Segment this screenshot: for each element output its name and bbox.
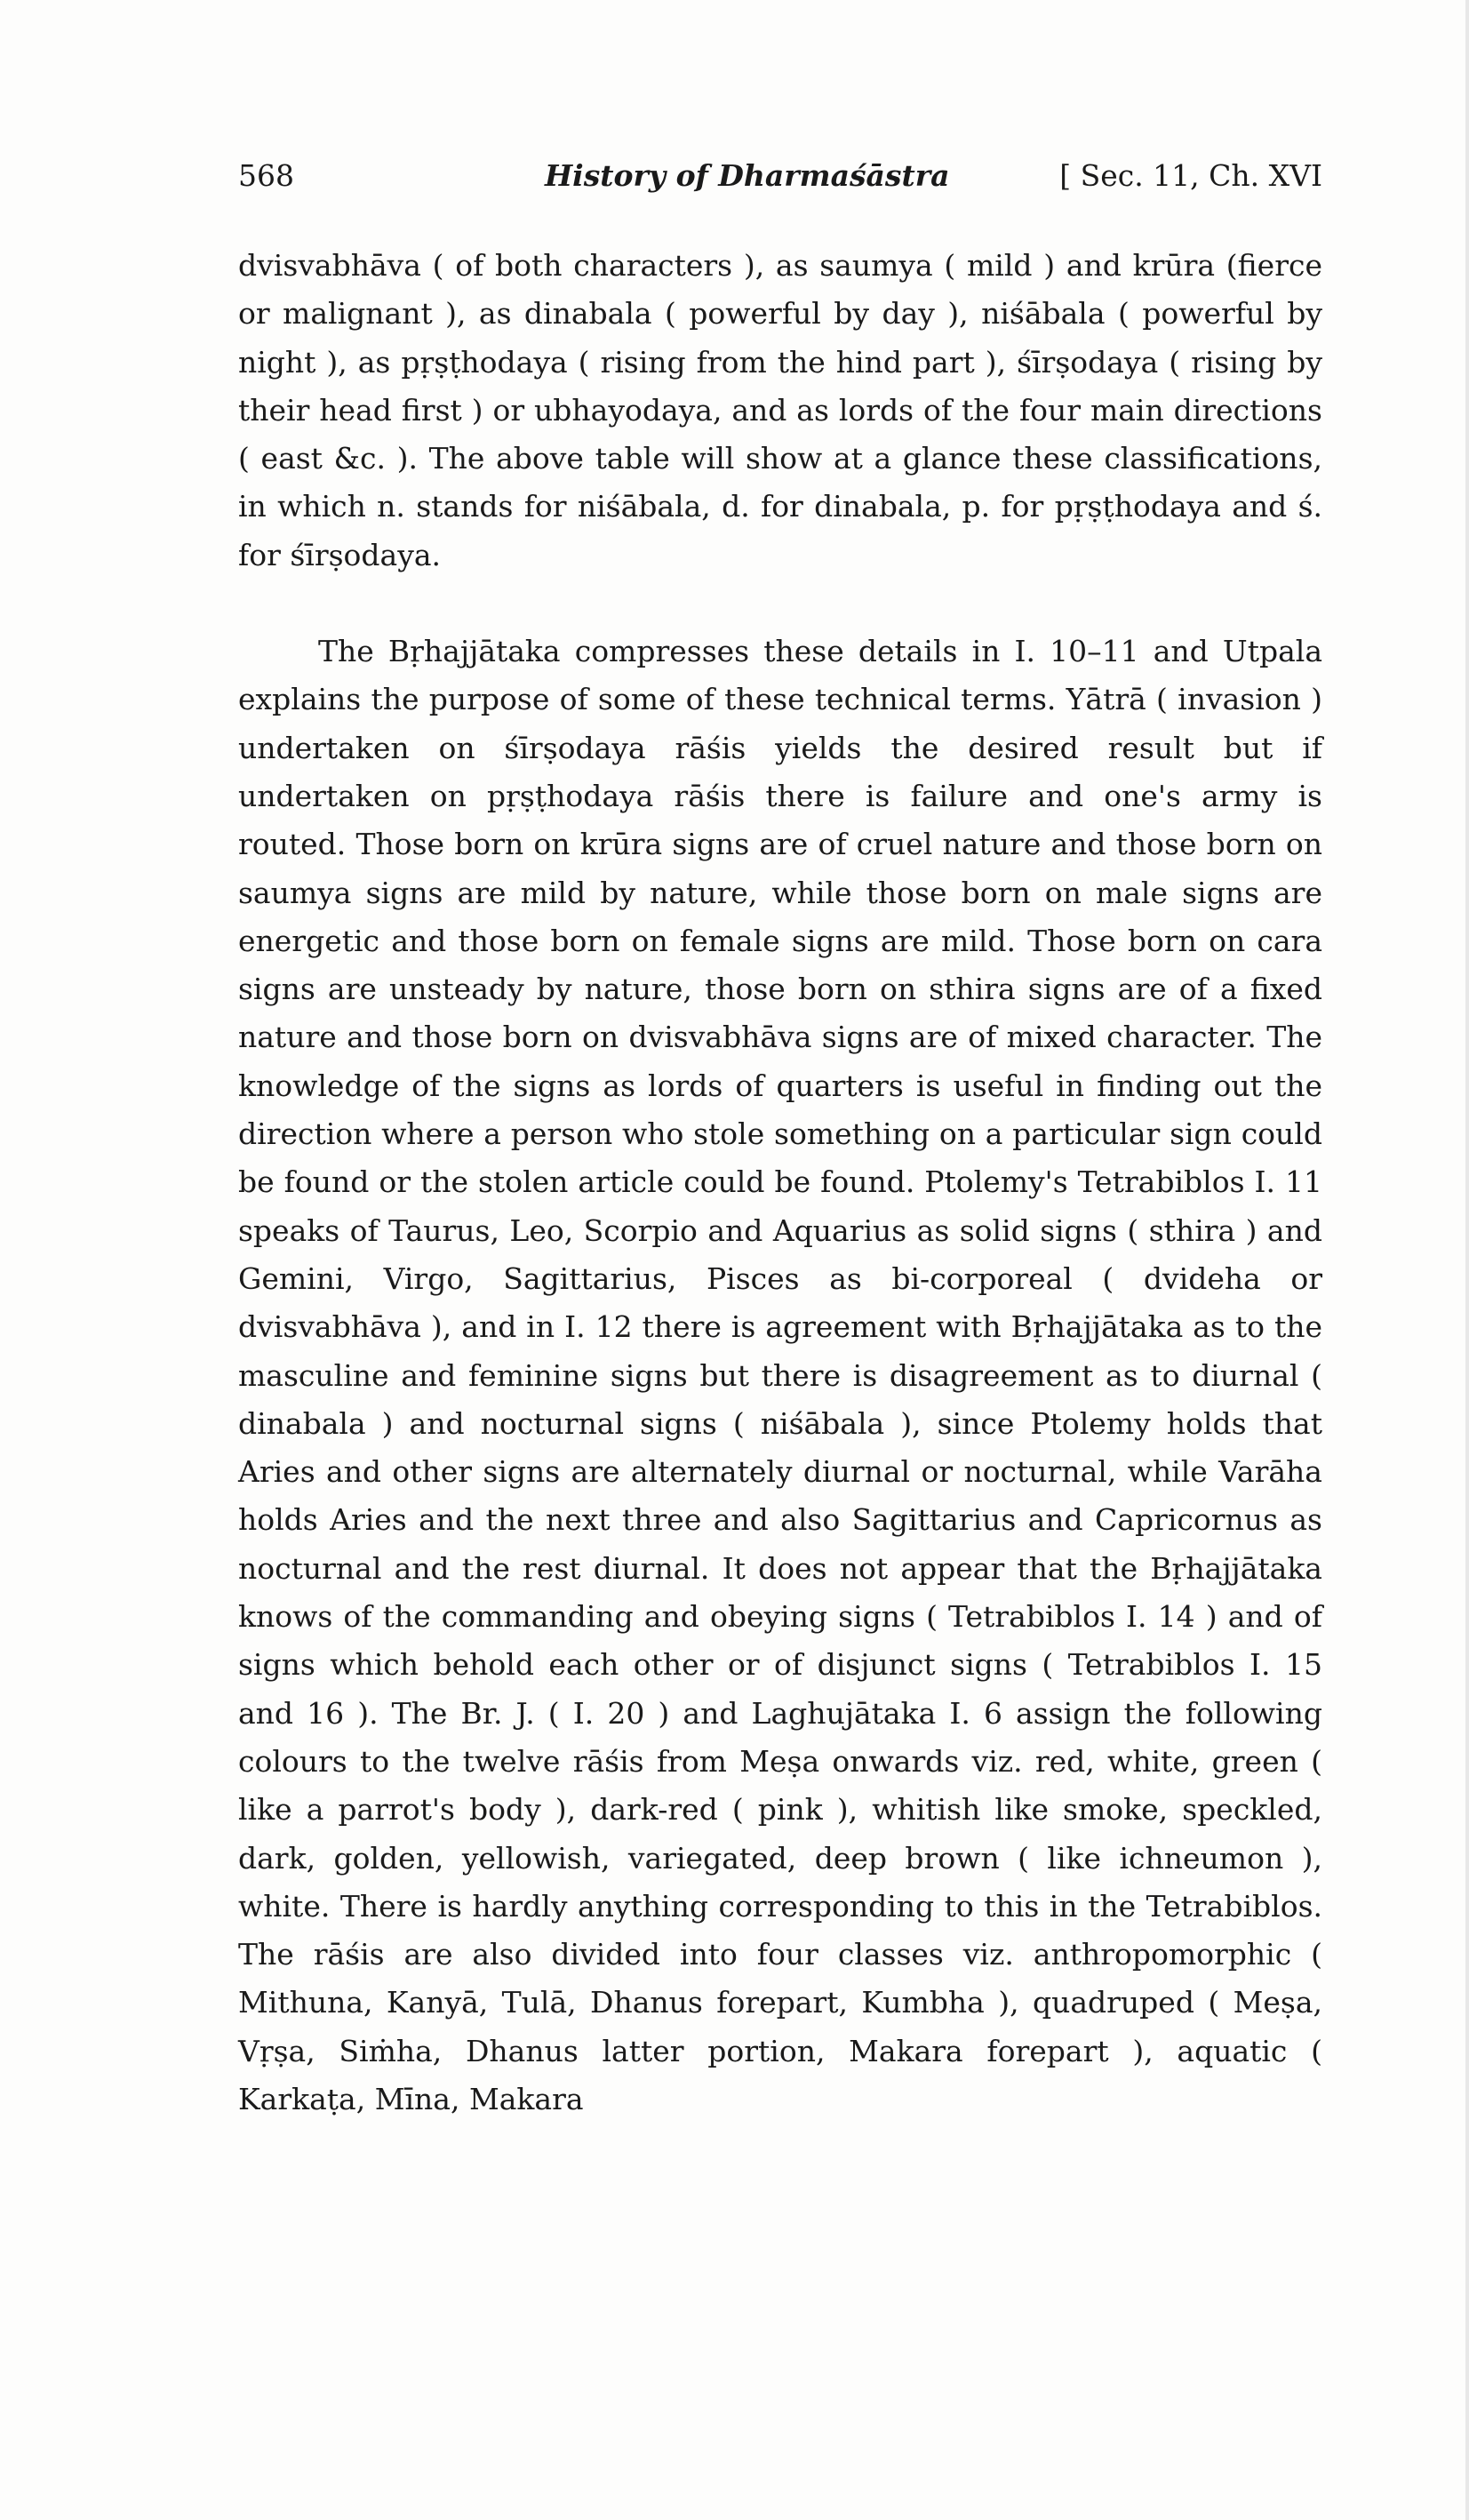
body-text [238,242,1322,2124]
page-edge [1465,0,1469,2520]
running-title: History of Dharmaśāstra [545,158,950,193]
paragraph: dvisvabhāva ( of both characters ), as saumya ( mild ) and krūra (fierce or malignant ), as dinabala ( powerful by day ), niśābala ( powerful by night ), as pṛṣṭhodaya ( rising from the hind part ), śīrṣodaya ( rising by their head first ) or ubhayodaya, and as lords of the four main directions ( east &c. ). The above table will show at a glance these classifications, in which n. stands for niśābala, d. for dinabala, p. for pṛṣṭhodaya and ś. for śīrṣodaya. [238,248,1322,572]
page-number: 568 [238,158,294,193]
page-header [238,158,1322,197]
section-reference: [ Sec. 11, Ch. XVI [1059,158,1322,193]
paragraph: The Bṛhajjātaka compresses these details in I. 10–11 and Utpala explains the purpose of some of these technical terms. Yātrā ( invasion ) undertaken on śīrṣodaya rāśis yields the desired result but if undertaken on pṛṣṭhodaya rāśis there is failure and one's army is routed. Those born on krūra signs are of cruel nature and those born on saumya signs are mild by nature, while those born on male signs are energetic and those born on female signs are mild. Those born on cara signs are unsteady by nature, those born on sthira signs are of a fixed nature and those born on dvisvabhāva signs are of mixed character. The knowledge of the signs as lords of quarters is useful in finding out the direction where a person who stole something on a particular sign could be found or the stolen article could be found. Ptolemy's Tetrabiblos I. 11 speaks of Taurus, Leo, Scorpio and Aquarius as solid signs ( sthira ) and Gemini, Virgo, Sagittarius, Pisces as bi-corporeal ( dvideha or dvisvabhāva ), and in I. 12 there is agreement with Bṛhajjātaka as to the masculine and feminine signs but there is disagreement as to diurnal ( dinabala ) and nocturnal signs ( niśābala ), since Ptolemy holds that Aries and other signs are alternately diurnal or nocturnal, while Varāha holds Aries and the next three and also Sagittarius and Capricornus as nocturnal and the rest diurnal. It does not appear that the Bṛhajjātaka knows of the commanding and obeying signs ( Tetrabiblos I. 14 ) and of signs which behold each other or of disjunct signs ( Tetrabiblos I. 15 and 16 ). The Br. J. ( I. 20 ) and Laghujātaka I. 6 assign the following colours to the twelve rāśis from Meṣa onwards viz. red, white, green ( like a parrot's body ), dark-red ( pink ), whitish like smoke, speckled, dark, golden, yellowish, variegated, deep brown ( like ichneumon ), white. There is hardly anything corresponding to this in the Tetrabiblos. The rāśis are also divided into four classes viz. anthropomorphic ( Mithuna, Kanyā, Tulā, Dhanus forepart, Kumbha ), quadruped ( Meṣa, Vṛṣa, Siṁha, Dhanus latter portion, Makara forepart ), aquatic ( Karkaṭa, Mīna, Makara [238,634,1322,2116]
